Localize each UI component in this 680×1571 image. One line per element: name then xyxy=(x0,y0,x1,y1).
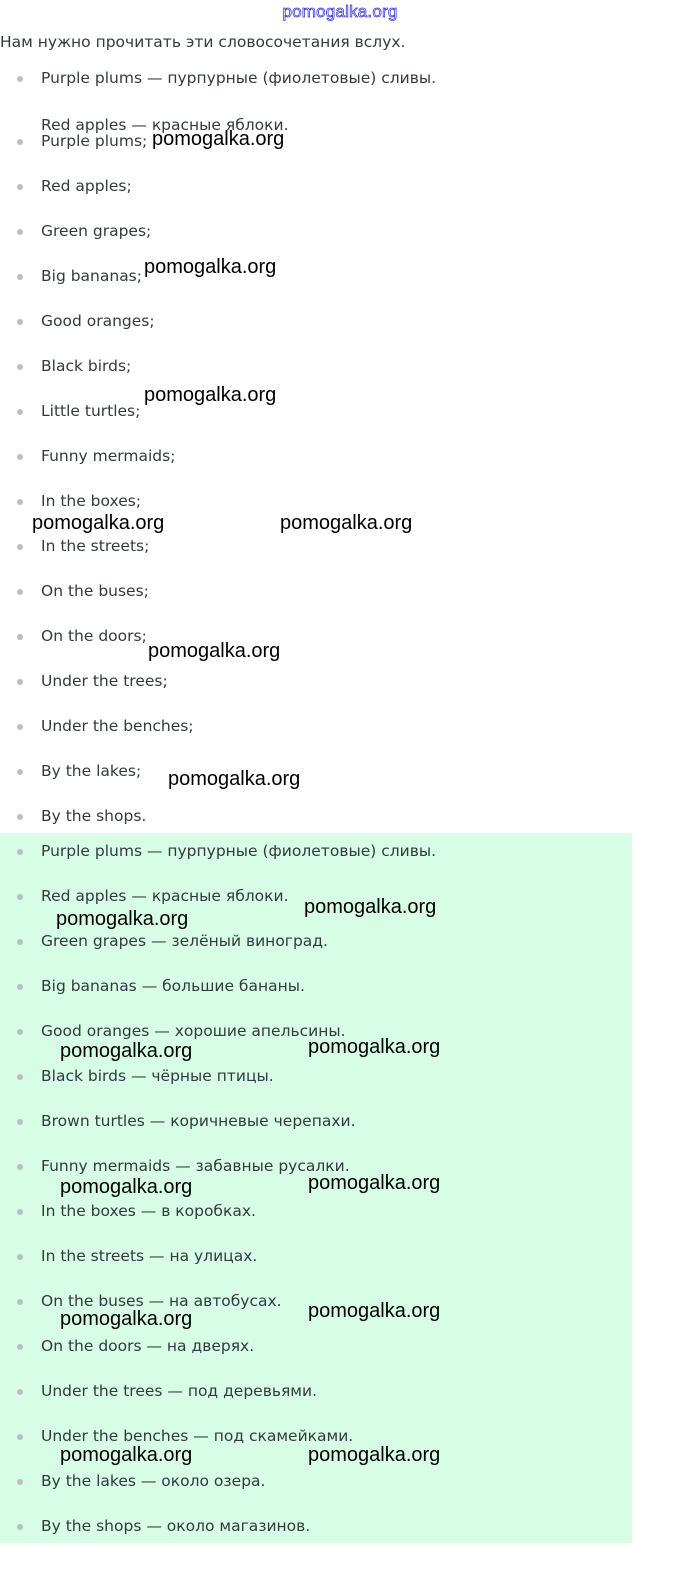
bullet xyxy=(17,849,23,855)
bullet xyxy=(17,1479,23,1485)
list-item-text: Little turtles; xyxy=(41,402,141,420)
bullet xyxy=(17,1344,23,1350)
list-item-text: By the shops. xyxy=(41,807,147,825)
bullet xyxy=(17,364,23,370)
watermark-text: pomogalka.org xyxy=(60,1444,193,1466)
bullet xyxy=(17,1434,23,1440)
watermark-text: pomogalka.org xyxy=(144,256,277,278)
list-item-text: Black birds; xyxy=(41,357,132,375)
watermark-text: pomogalka.org xyxy=(168,768,301,790)
answer-list-item-text: Brown turtles — коричневые черепахи. xyxy=(41,1112,356,1130)
list-item-text: Purple plums; xyxy=(41,132,148,150)
bullet xyxy=(17,409,23,415)
bullet xyxy=(17,679,23,685)
answer-list-item-text: On the buses — на автобусах. xyxy=(41,1292,282,1310)
answer-list-item-text: By the shops — около магазинов. xyxy=(41,1517,311,1535)
watermark-text: pomogalka.org xyxy=(60,1040,193,1062)
bullet xyxy=(17,1299,23,1305)
list-item-text: Good oranges; xyxy=(41,312,155,330)
bullet xyxy=(17,634,23,640)
bullet xyxy=(17,184,23,190)
bullet xyxy=(17,544,23,550)
watermark-text: pomogalka.org xyxy=(308,1300,441,1322)
answer-list-item-text: Black birds — чёрные птицы. xyxy=(41,1067,274,1085)
bullet xyxy=(17,229,23,235)
list-item-text: By the lakes; xyxy=(41,762,142,780)
bullet xyxy=(17,499,23,505)
bullet xyxy=(17,1524,23,1530)
bullet xyxy=(17,1029,23,1035)
clipped-list-item xyxy=(0,108,632,134)
bullet xyxy=(17,139,23,145)
answer-list-item-text: Funny mermaids — забавные русалки. xyxy=(41,1157,350,1175)
watermark-text: pomogalka.org xyxy=(308,1036,441,1058)
answer-list-item xyxy=(0,1517,632,1571)
list-item-text: In the boxes; xyxy=(41,492,142,510)
bullet xyxy=(17,939,23,945)
bullet xyxy=(17,1119,23,1125)
site-header-watermark: pomogalka.org xyxy=(282,2,398,21)
bullet xyxy=(17,76,23,82)
bullet xyxy=(17,724,23,730)
watermark-text: pomogalka.org xyxy=(152,128,285,150)
bullet xyxy=(17,589,23,595)
answer-list-item-text: In the boxes — в коробках. xyxy=(41,1202,256,1220)
bullet xyxy=(17,894,23,900)
answer-list-item-text: On the doors — на дверях. xyxy=(41,1337,255,1355)
bullet xyxy=(17,814,23,820)
list-item-text: Red apples; xyxy=(41,177,132,195)
bullet xyxy=(17,274,23,280)
watermark-text: pomogalka.org xyxy=(308,1444,441,1466)
bullet xyxy=(17,769,23,775)
list-item-text: On the buses; xyxy=(41,582,149,600)
intro-text: Нам нужно прочитать эти словосочетания вслух. xyxy=(0,33,406,51)
answer-list-item-text: In the streets — на улицах. xyxy=(41,1247,258,1265)
list-item-text: In the streets; xyxy=(41,537,150,555)
watermark-text: pomogalka.org xyxy=(308,1172,441,1194)
answer-list-item-text: Green grapes — зелёный виноград. xyxy=(41,932,328,950)
answer-list-item-text: Red apples — красные яблоки. xyxy=(41,887,289,905)
watermark-text: pomogalka.org xyxy=(56,908,189,930)
answer-list-item-text: By the lakes — около озера. xyxy=(41,1472,266,1490)
answer-list-item-text: Purple plums — пурпурные (фиолетовые) сливы. xyxy=(41,842,437,860)
list-item-text: On the doors; xyxy=(41,627,147,645)
answer-list-item-text: Under the benches — под скамейками. xyxy=(41,1427,354,1445)
watermark-text: pomogalka.org xyxy=(144,384,277,406)
list-item-text: Under the benches; xyxy=(41,717,194,735)
bullet xyxy=(17,1254,23,1260)
bullet xyxy=(17,1389,23,1395)
list-item-text: Under the trees; xyxy=(41,672,168,690)
bullet xyxy=(17,984,23,990)
answer-list-item-text: Under the trees — под деревьями. xyxy=(41,1382,317,1400)
list-item-text: Green grapes; xyxy=(41,222,152,240)
watermark-text: pomogalka.org xyxy=(304,896,437,918)
bullet xyxy=(17,319,23,325)
watermark-text: pomogalka.org xyxy=(60,1308,193,1330)
bullet xyxy=(17,1074,23,1080)
bullet xyxy=(17,1164,23,1170)
list-item-text: Purple plums — пурпурные (фиолетовые) сливы. xyxy=(41,69,437,87)
bullet xyxy=(17,1209,23,1215)
list-item-text: Big bananas; xyxy=(41,267,142,285)
watermark-text: pomogalka.org xyxy=(280,512,413,534)
watermark-text: pomogalka.org xyxy=(148,640,281,662)
answer-list-item-text: Big bananas — большие бананы. xyxy=(41,977,305,995)
watermark-text: pomogalka.org xyxy=(60,1176,193,1198)
bullet xyxy=(17,454,23,460)
list-item-text: Funny mermaids; xyxy=(41,447,176,465)
answer-list-item-text: Good oranges — хорошие апельсины. xyxy=(41,1022,346,1040)
clipped-list-item-text: Red apples — красные яблоки. xyxy=(41,116,289,134)
watermark-text: pomogalka.org xyxy=(32,512,165,534)
